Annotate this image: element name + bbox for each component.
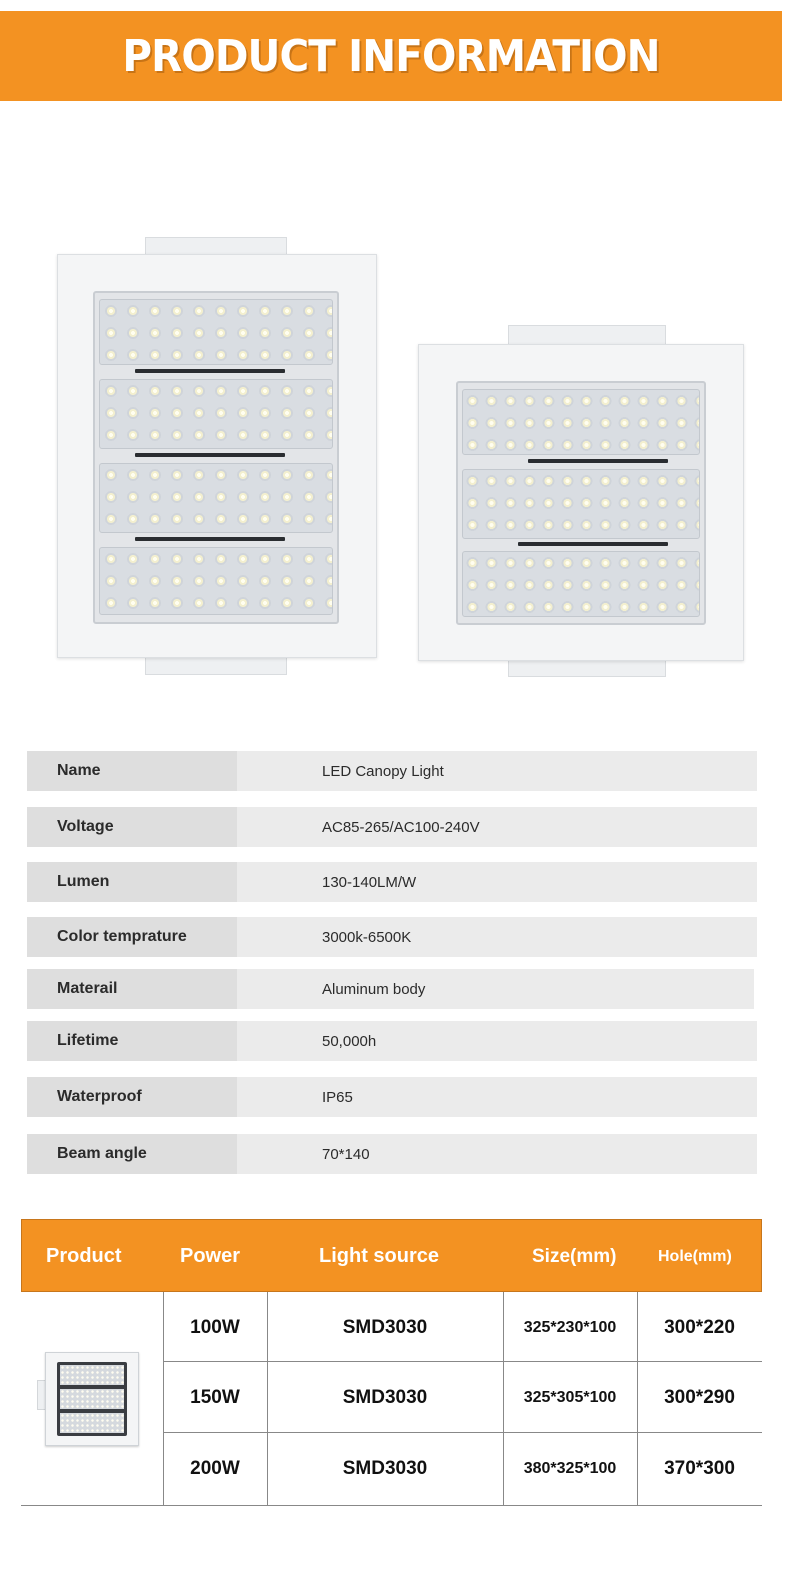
cell-size: 325*230*100 [523, 1318, 617, 1336]
spec-label: Waterproof [27, 1077, 237, 1117]
product-thumbnail [37, 1352, 147, 1450]
spec-row-name [27, 751, 757, 791]
product-photo-3-module [418, 325, 744, 677]
cell-power: 150W [190, 1386, 240, 1408]
spec-row-material [27, 969, 754, 1009]
spec-label: Materail [27, 969, 237, 1009]
spec-row-waterproof [27, 1077, 757, 1117]
cell-light-source: SMD3030 [342, 1316, 428, 1338]
spec-value: 3000k-6500K [322, 928, 412, 946]
spec-row-color-temperature [27, 917, 757, 957]
spec-label: Name [27, 751, 237, 791]
header-hole: Hole(mm) [658, 1247, 732, 1265]
spec-label: Lifetime [27, 1021, 237, 1061]
header-product: Product [46, 1245, 122, 1267]
cell-power: 200W [190, 1457, 240, 1479]
spec-row-beam-angle [27, 1134, 757, 1174]
cell-power: 100W [190, 1316, 240, 1338]
cell-hole: 300*290 [664, 1386, 735, 1408]
cell-light-source: SMD3030 [342, 1457, 428, 1479]
product-table [21, 1219, 762, 1506]
cell-hole: 300*220 [664, 1316, 735, 1338]
cell-size: 380*325*100 [523, 1459, 617, 1477]
spec-value: 70*140 [322, 1145, 370, 1163]
header-banner [0, 11, 782, 101]
cell-hole: 370*300 [664, 1457, 735, 1479]
table-header [21, 1219, 762, 1292]
cell-light-source: SMD3030 [342, 1386, 428, 1408]
spec-label: Beam angle [27, 1134, 237, 1174]
header-size: Size(mm) [532, 1245, 617, 1267]
spec-label: Color temprature [27, 917, 237, 957]
product-photo-4-module [57, 237, 377, 675]
spec-value: AC85-265/AC100-240V [322, 818, 480, 836]
spec-value: IP65 [322, 1088, 353, 1106]
table-body [21, 1292, 762, 1506]
header-power: Power [180, 1245, 241, 1267]
header-light-source: Light source [319, 1245, 440, 1267]
spec-value: 130-140LM/W [322, 873, 417, 891]
spec-label: Lumen [27, 862, 237, 902]
spec-value: LED Canopy Light [322, 762, 444, 780]
cell-size: 325*305*100 [523, 1388, 617, 1406]
spec-value: 50,000h [322, 1032, 377, 1050]
spec-row-lifetime [27, 1021, 757, 1061]
spec-row-lumen [27, 862, 757, 902]
spec-row-voltage [27, 807, 757, 847]
page-title: PRODUCT INFORMATION [122, 30, 660, 82]
spec-label: Voltage [27, 807, 237, 847]
spec-value: Aluminum body [322, 980, 426, 998]
